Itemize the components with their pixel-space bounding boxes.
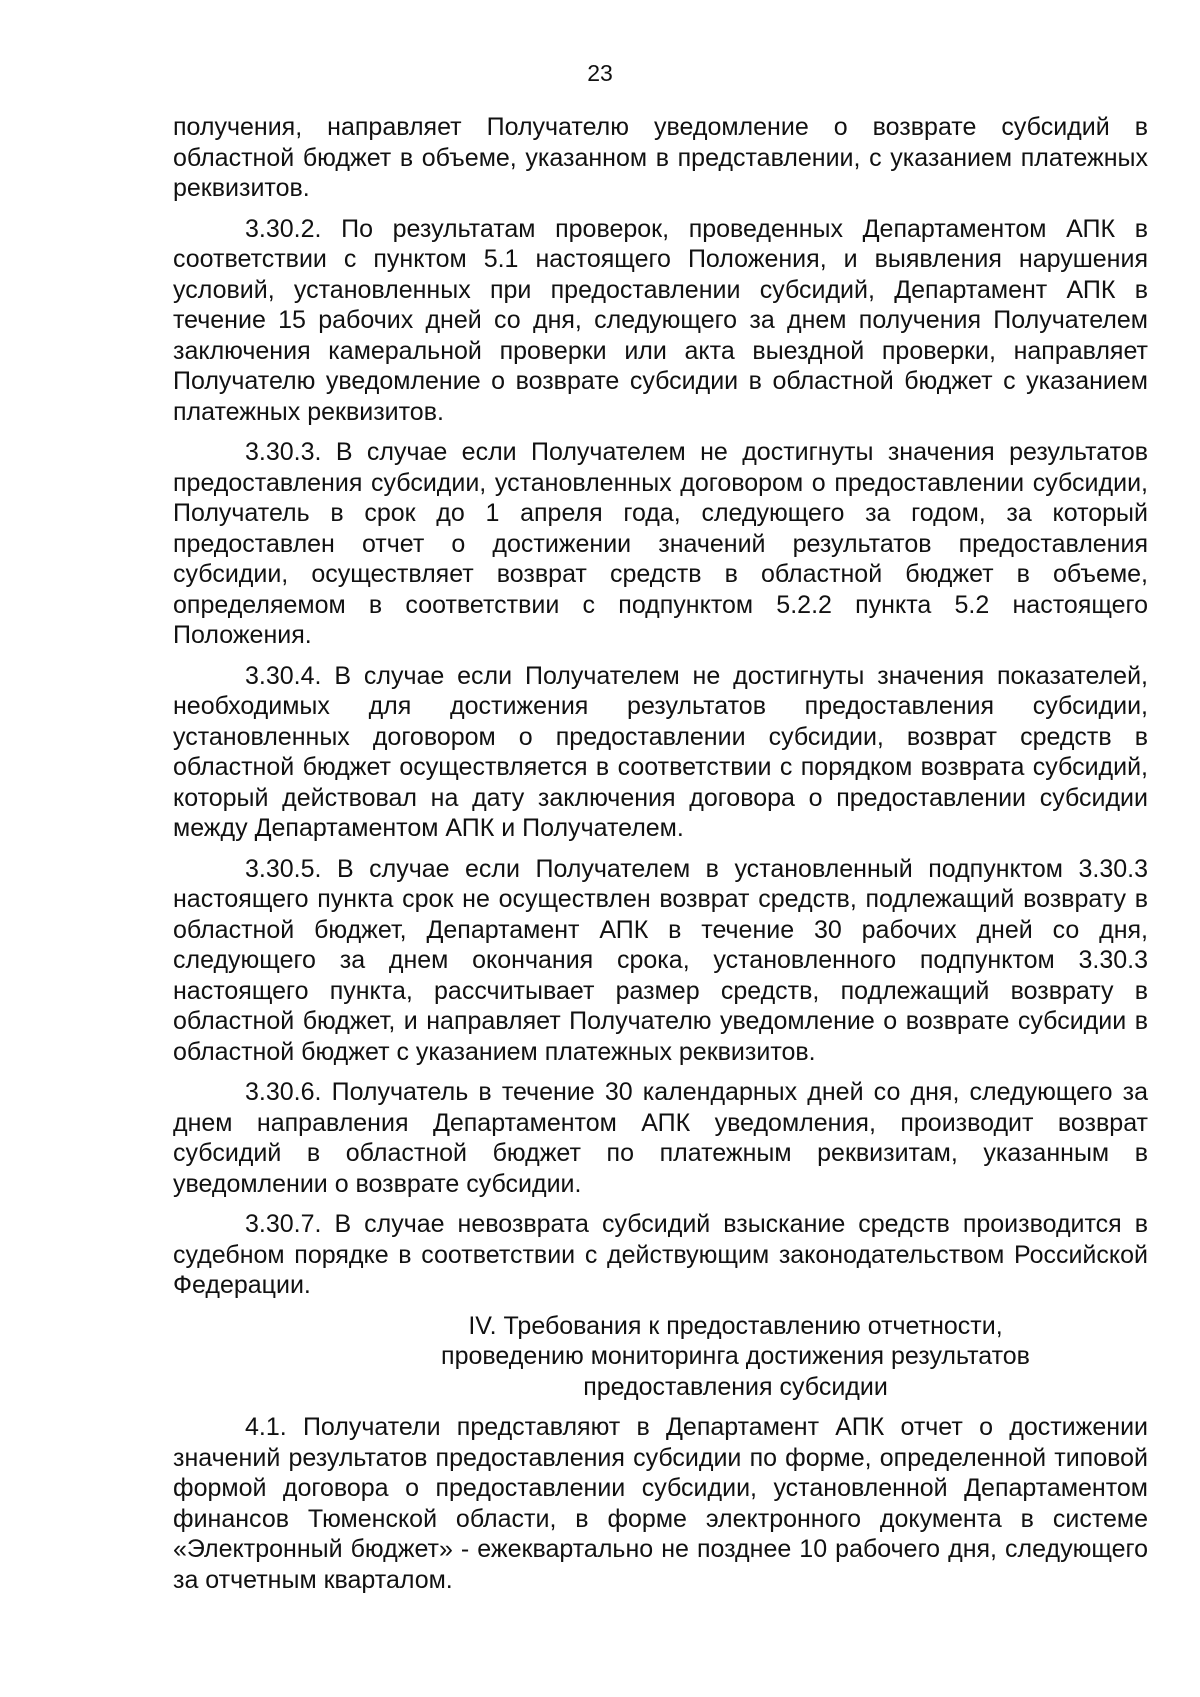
paragraph-4-1: 4.1. Получатели представляют в Департамент АПК отчет о достижении значений результатов предоставления субсидии по форме, определенной типовой формой договора о предоставлении субсидии, установленной Департаментом финансов Тюменской области, в форме электронного документа в системе «Электронный бюджет» - ежеквартально не позднее 10 рабочего дня, следующего за отчетным кварталом. <box>173 1413 1148 1594</box>
paragraph-3-30-4: 3.30.4. В случае если Получателем не достигнуты значения показателей, необходимых для достижения результатов предоставления субсидии, установленных договором о предоставлении субсидии, возврат средств в областной бюджет осуществляется в соответствии с порядком возврата субсидий, который действовал на дату заключения договора о предоставлении субсидии между Департаментом АПК и Получателем. <box>173 661 1148 842</box>
paragraph-3-30-7: 3.30.7. В случае невозврата субсидий взыскание средств производится в судебном порядке в соответствии с действующим законодательством Российской Федерации. <box>173 1210 1148 1299</box>
paragraph-3-30-6: 3.30.6. Получатель в течение 30 календарных дней со дня, следующего за днем направления Департаментом АПК уведомления, производит возврат субсидий в областной бюджет по платежным реквизитам, указанным в уведомлении о возврате субсидии. <box>173 1078 1148 1198</box>
section-heading-line: предоставления субсидии <box>583 1372 888 1401</box>
section-heading <box>173 1311 1148 1403</box>
paragraph-3-30-5: 3.30.5. В случае если Получателем в установленный подпунктом 3.30.3 настоящего пункта срок не осуществлен возврат средств, подлежащий возврату в областной бюджет, Департамент АПК в течение 30 рабочих дней со дня, следующего за днем окончания срока, установленного подпунктом 3.30.3 настоящего пункта, рассчитывает размер средств, подлежащий возврату в областной бюджет, и направляет Получателю уведомление о возврате субсидии в областной бюджет с указанием платежных реквизитов. <box>173 854 1148 1066</box>
paragraph-3-30-2: 3.30.2. По результатам проверок, проведенных Департаментом АПК в соответствии с пунктом 5.1 настоящего Положения, и выявления нарушения условий, установленных при предоставлении субсидий, Департамент АПК в течение 15 рабочих дней со дня, следующего за днем получения Получателем заключения камеральной проверки или акта выездной проверки, направляет Получателю уведомление о возврате субсидии в областной бюджет с указанием платежных реквизитов. <box>173 214 1148 426</box>
document-body <box>173 112 1148 1605</box>
paragraph-3-30-3: 3.30.3. В случае если Получателем не достигнуты значения результатов предоставления субсидии, установленных договором о предоставлении субсидии, Получатель в срок до 1 апреля года, следующего за годом, за который предоставлен отчет о достижении значений результатов предоставления субсидии, осуществляет возврат средств в областной бюджет в объеме, определяемом в соответствии с подпунктом 5.2.2 пункта 5.2 настоящего Положения. <box>173 438 1148 649</box>
section-heading-line: IV. Требования к предоставлению отчетности, <box>468 1311 1003 1340</box>
section-heading-line: проведению мониторинга достижения результатов <box>441 1342 1030 1370</box>
page-number: 23 <box>587 60 613 86</box>
paragraph-continuation: получения, направляет Получателю уведомление о возврате субсидий в областной бюджет в объеме, указанном в представлении, с указанием платежных реквизитов. <box>173 113 1148 202</box>
